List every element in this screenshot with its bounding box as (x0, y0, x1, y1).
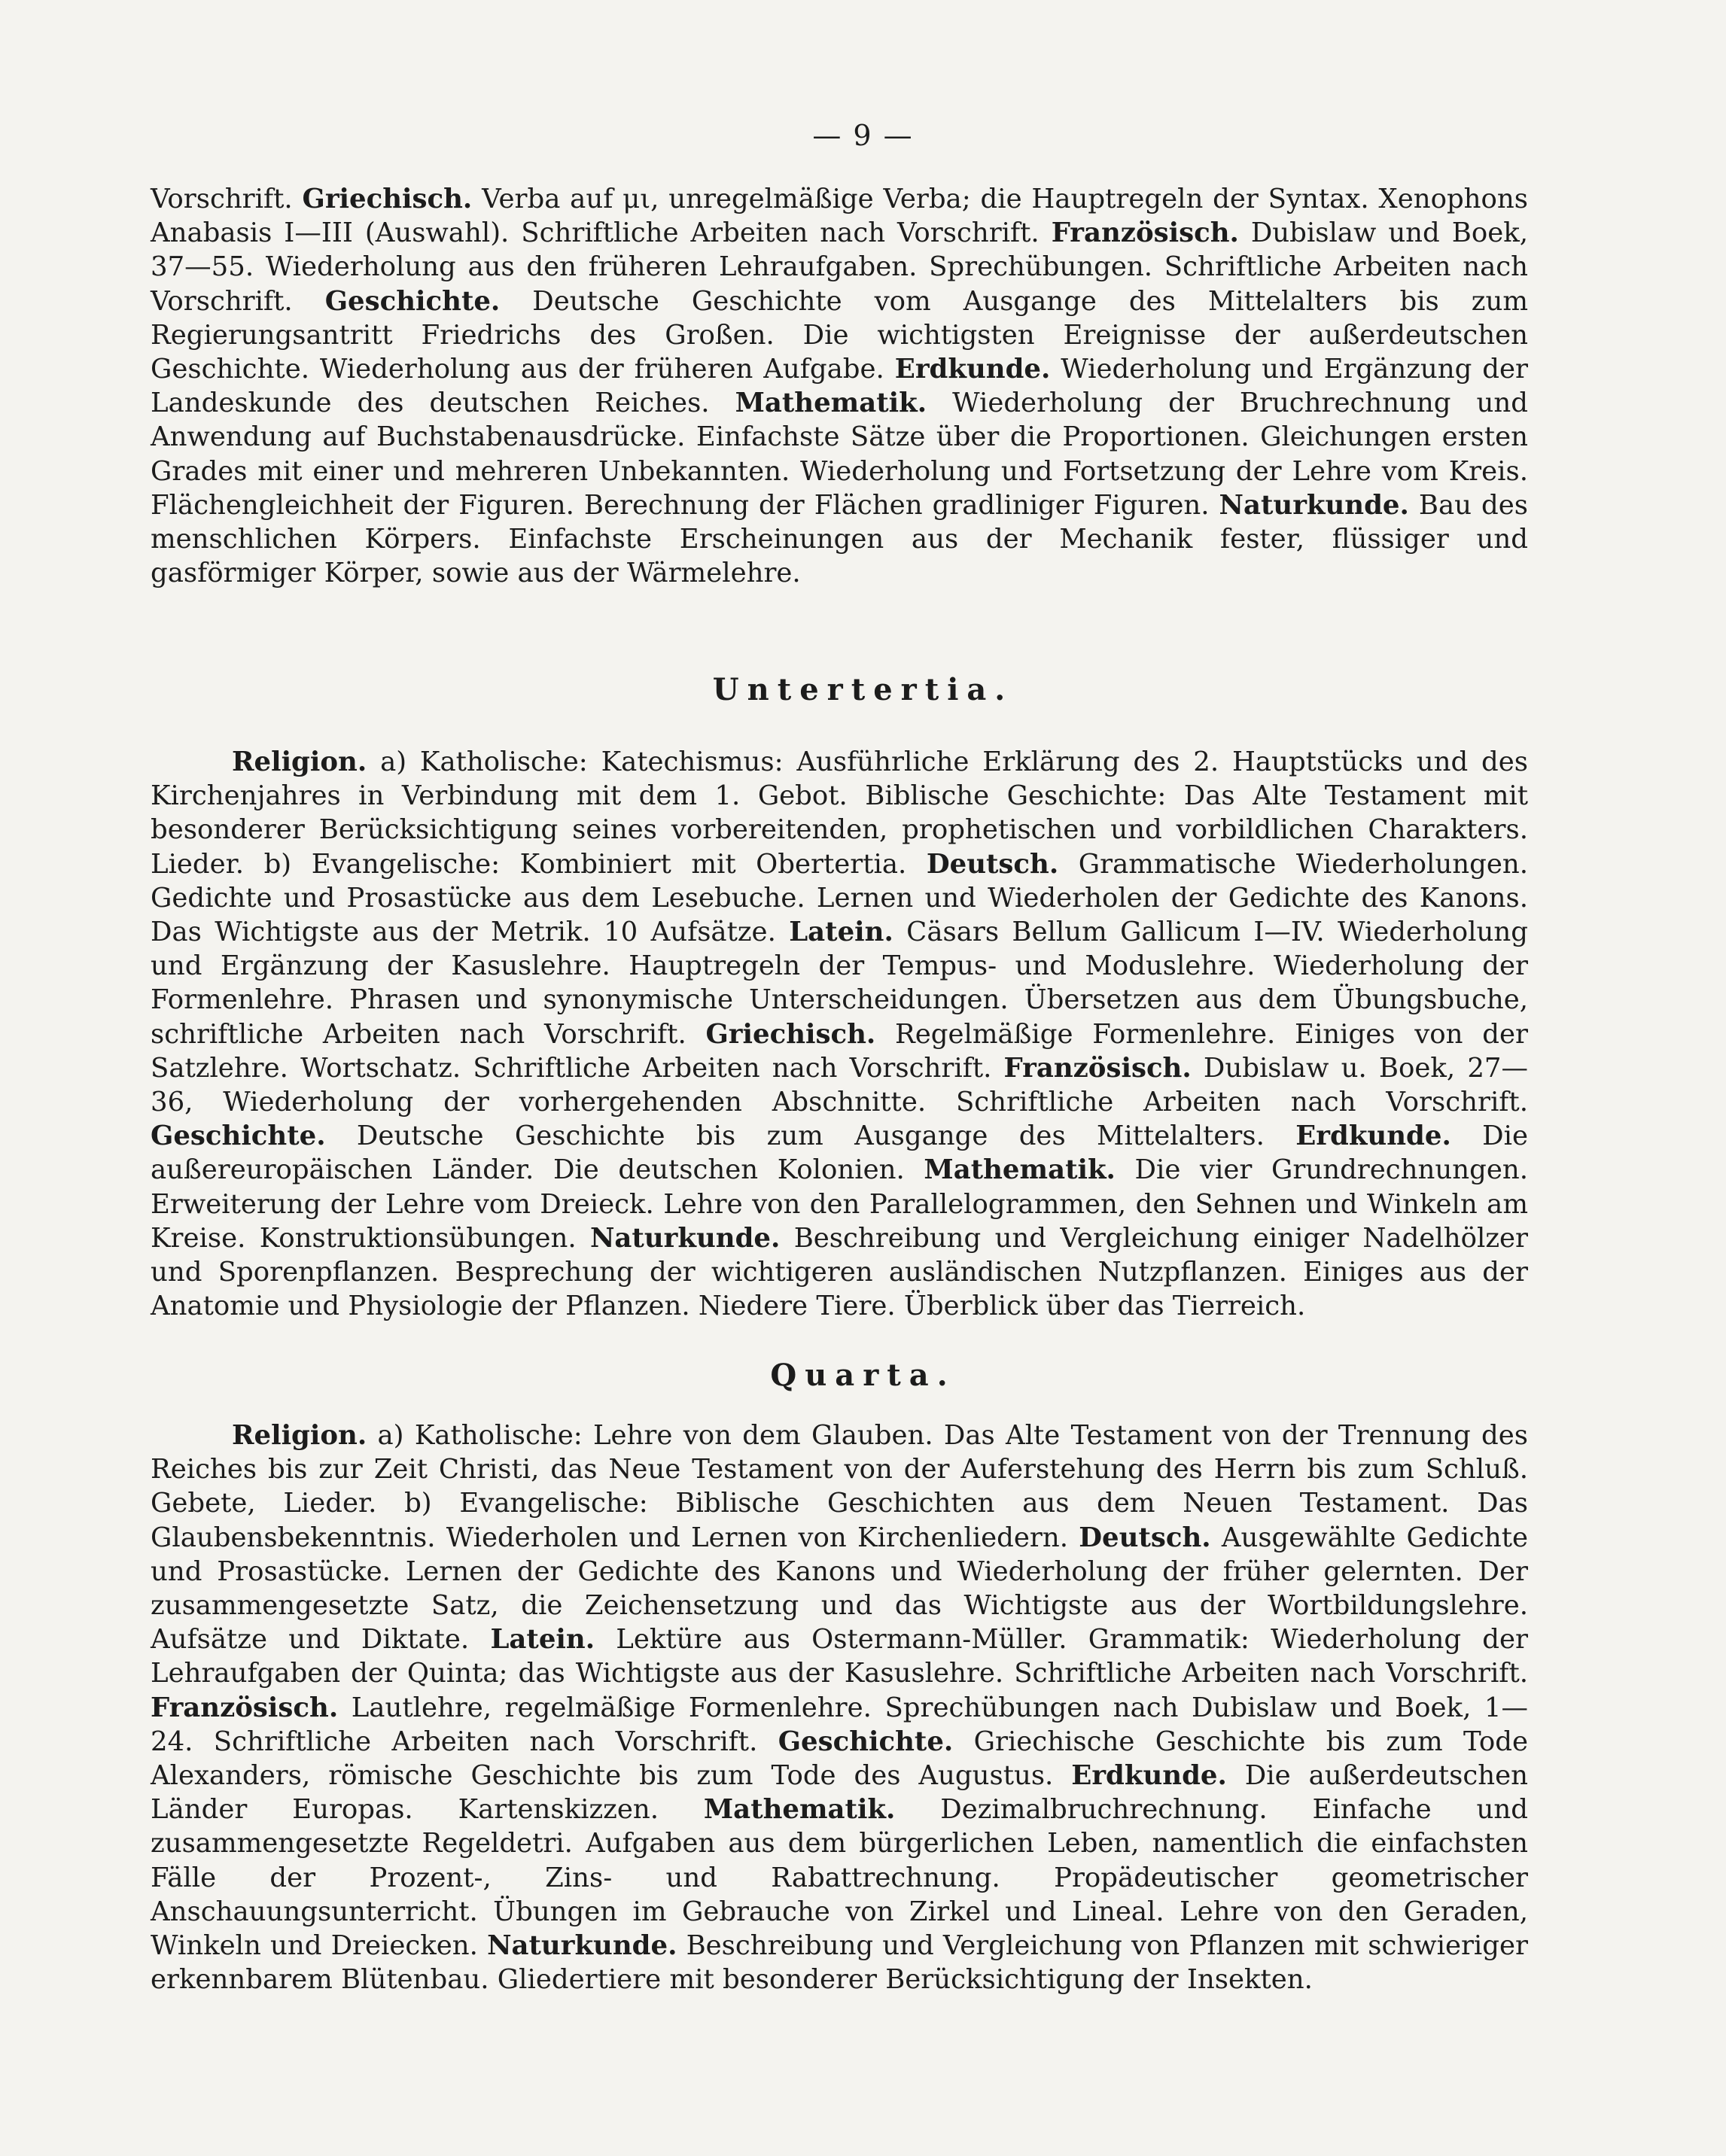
text-run: Beschreibung und Vergleichung von Pflanzen mit schwieriger erkennbarem Blütenbau. Gliedertiere mit besonderer Berücksichtigung der Insekten. (151, 1930, 1528, 1996)
text-run: Lektüre aus Ostermann-Müller. Grammatik: Wiederholung der Lehraufgaben der Quinta; das Wichtigste aus der Kasuslehre. Schriftliche Arbeiten nach Vorschrift. (151, 1624, 1529, 1689)
text-run: Regelmäßige Formenlehre. Einiges von der Satzlehre. Wortschatz. Schriftliche Arbeiten nach Vorschrift. (151, 1018, 1528, 1084)
subject-label: Deutsch. (1079, 1522, 1211, 1553)
subject-label: Naturkunde. (487, 1930, 677, 1962)
text-run: Die außereuropäischen Länder. Die deutschen Kolonien. (151, 1121, 1528, 1186)
text-run: a) Katholische: Lehre von dem Glauben. Das Alte Testament von der Trennung des Reiches bis zur Zeit Christi, das Neue Testament von der Auferstehung des Herrn bis zum Schluß. Gebete, Lieder. b) Evangelische: Biblische Geschichten aus dem Neuen Testament. Das Glaubensbekenntnis. Wiederholen und Lernen von Kirchenliedern. (151, 1420, 1528, 1553)
continued-section-text (151, 182, 1528, 590)
text-run: Grammatische Wiederholungen. Gedichte und Prosastücke aus dem Lesebuche. Lernen und Wiederholen der Gedichte des Kanons. Das Wichtigste aus der Metrik. 10 Aufsätze. (151, 848, 1528, 948)
subject-label: Mathematik. (924, 1154, 1116, 1186)
subject-label: Religion. (232, 1420, 367, 1451)
subject-label: Latein. (789, 917, 893, 948)
text-run: Cäsars Bellum Gallicum I—IV. Wiederholung und Ergänzung der Kasuslehre. Hauptregeln der Tempus- und Moduslehre. Wiederholung der Formenlehre. Phrasen und synonymische Unterscheidungen. Übersetzen aus dem Übungsbuche, schriftliche Arbeiten nach Vorschrift. (151, 917, 1528, 1050)
subject-label: Geschichte. (324, 285, 501, 317)
subject-label: Deutsch. (926, 848, 1059, 880)
subject-label: Naturkunde. (1219, 489, 1409, 521)
text-run: Deutsche Geschichte vom Ausgange des Mittelalters bis zum Regierungsantritt Friedrichs des Großen. Die wichtigsten Ereignisse der außerdeutschen Geschichte. Wiederholung aus der früheren Aufgabe. (151, 285, 1529, 385)
subject-label: Griechisch. (302, 184, 473, 214)
text-run: Lautlehre, regelmäßige Formenlehre. Sprechübungen nach Dubislaw und Boek, 1—24. Schriftliche Arbeiten nach Vorschrift. (151, 1692, 1528, 1757)
page-number: — 9 — (812, 119, 914, 152)
text-run: Dubislaw und Boek, 37—55. Wiederholung aus den früheren Lehraufgaben. Sprechübungen. Schriftliche Arbeiten nach Vorschrift. (151, 217, 1528, 317)
subject-label: Französisch. (1003, 1052, 1192, 1084)
paragraph (151, 1419, 1528, 1996)
text-run: Wiederholung der Bruchrechnung und Anwendung auf Buchstabenausdrücke. Einfachste Sätze über die Proportionen. Gleichungen ersten Grades mit einer und mehreren Unbekannten. Wiederholung und Fortsetzung der Lehre vom Kreis. Flächengleichheit der Figuren. Berechnung der Flächen gradliniger Figuren. (151, 388, 1528, 521)
text-run: Bau des menschlichen Körpers. Einfachste Erscheinungen aus der Mechanik fester, flüssiger und gasförmiger Körper, sowie aus der Wärmelehre. (151, 489, 1528, 589)
subject-label: Geschichte. (151, 1121, 326, 1152)
subject-label: Naturkunde. (589, 1222, 781, 1254)
subject-label: Erdkunde. (1071, 1760, 1227, 1792)
subject-label: Religion. (232, 747, 367, 777)
subject-label: Latein. (490, 1624, 595, 1656)
text-run: Dezimalbruchrechnung. Einfache und zusammengesetzte Regeldetri. Aufgaben aus dem bürgerlichen Leben, namentlich die einfachsten Fälle der Prozent-, Zins- und Rabattrechnung. Propädeutischer geometrischer Anschauungsunterricht. Übungen im Gebrauche von Zirkel und Lineal. Lehre von den Geraden, Winkeln und Dreiecken. (151, 1794, 1528, 1962)
subject-label: Mathematik. (735, 388, 927, 419)
subject-label: Erdkunde. (1295, 1121, 1451, 1152)
paragraph (151, 182, 1528, 590)
subject-label: Griechisch. (705, 1018, 876, 1050)
text-run: Deutsche Geschichte bis zum Ausgange des Mittelalters. (325, 1121, 1296, 1152)
text-run: Vorschrift. (151, 184, 303, 214)
quarta-section-text (151, 1419, 1528, 1996)
text-run: Verba auf μι, unregelmäßige Verba; die Hauptregeln der Syntax. Xenophons Anabasis I—III (Auswahl). Schriftliche Arbeiten nach Vorschrift. (151, 184, 1528, 249)
text-run: Dubislaw u. Boek, 27—36, Wiederholung der vorhergehenden Abschnitte. Schriftliche Arbeiten nach Vorschrift. (151, 1052, 1528, 1118)
subject-label: Französisch. (151, 1692, 339, 1723)
text-run: Wiederholung und Ergänzung der Landeskunde des deutschen Reiches. (151, 354, 1529, 419)
subject-label: Erdkunde. (894, 354, 1051, 385)
untertertia-section-text (151, 745, 1528, 1323)
text-run: a) Katholische: Katechismus: Ausführliche Erklärung des 2. Hauptstücks und des Kirchenjahres in Verbindung mit dem 1. Gebot. Biblische Geschichte: Das Alte Testament mit besonderer Berücksichtigung seines vorbereitenden, prophetischen und vorbildlichen Charakters. Lieder. b) Evangelische: Kombiniert mit Obertertia. (151, 747, 1528, 880)
text-run: Beschreibung und Vergleichung einiger Nadelhölzer und Sporenpflanzen. Besprechung der wichtigeren ausländischen Nutzpflanzen. Einiges aus der Anatomie und Physiologie der Pflanzen. Niedere Tiere. Überblick über das Tierreich. (151, 1222, 1528, 1322)
text-run: Ausgewählte Gedichte und Prosastücke. Lernen der Gedichte des Kanons und Wiederholung der früher gelernten. Der zusammengesetzte Satz, die Zeichensetzung und das Wichtigste aus der Wortbildungslehre. Aufsätze und Diktate. (151, 1522, 1529, 1656)
subject-label: Französisch. (1051, 217, 1239, 249)
text-run: Die außerdeutschen Länder Europas. Kartenskizzen. (151, 1760, 1528, 1826)
subject-label: Geschichte. (778, 1726, 954, 1757)
text-run: Griechische Geschichte bis zum Tode Alexanders, römische Geschichte bis zum Tode des Augustus. (151, 1726, 1528, 1792)
section-heading-untertertia: Untertertia. (712, 672, 1014, 707)
text-run: Die vier Grundrechnungen. Erweiterung der Lehre vom Dreieck. Lehre von den Parallelogrammen, den Sehnen und Winkeln am Kreise. Konstruktionsübungen. (151, 1154, 1528, 1254)
subject-label: Mathematik. (703, 1794, 896, 1826)
section-heading-quarta: Quarta. (770, 1358, 956, 1393)
paragraph (151, 745, 1528, 1323)
